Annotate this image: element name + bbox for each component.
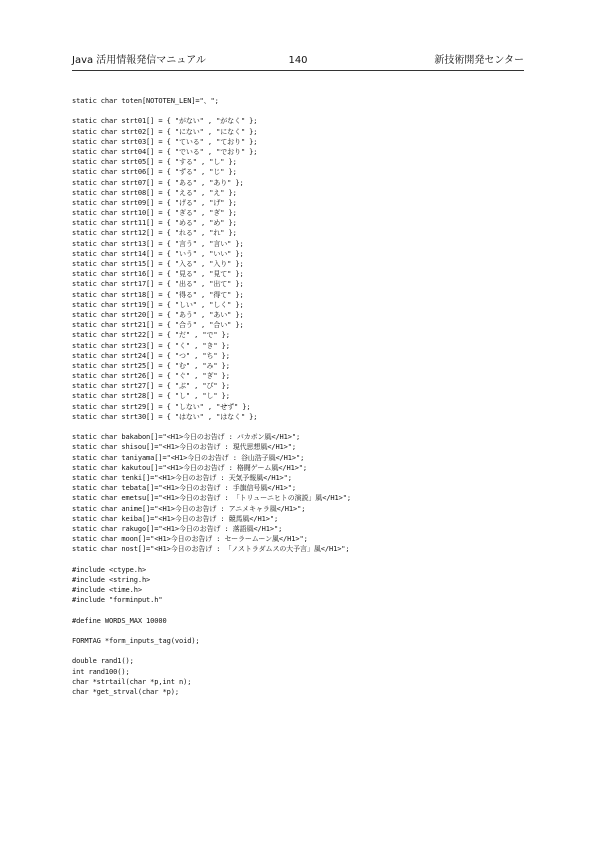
code-line: static char strt26[] = { "ぐ" , "ぎ" }; (72, 372, 230, 381)
code-line: int rand100(); (72, 667, 130, 676)
code-line: static char strt04[] = { "でいる" , "でおり" }; (72, 147, 258, 156)
code-line: #define WORDS_MAX 10000 (72, 616, 167, 625)
header-manual-title: Java 活用情報発信マニュアル (72, 55, 206, 66)
code-line: static char strt11[] = { "める" , "め" }; (72, 219, 237, 228)
code-line: #include <string.h> (72, 575, 151, 584)
code-line: static char strt30[] = { "はない" , "はなく" }; (72, 412, 258, 421)
code-line: static char strt17[] = { "出る" , "出て" }; (72, 280, 244, 289)
blank-line (72, 422, 532, 432)
code-line: static char strt27[] = { "ぶ" , "び" }; (72, 382, 230, 391)
code-line: static char keiba[]="<H1>今日のお告げ : 競馬風</H1>"; (72, 514, 279, 523)
code-line: static char taniyama[]="<H1>今日のお告げ : 谷山浩子風</H1>"; (72, 453, 305, 462)
code-line: static char strt18[] = { "得る" , "得て" }; (72, 290, 244, 299)
code-line: static char tenki[]="<H1>今日のお告げ : 天気予報風</H1>"; (72, 473, 292, 482)
blank-line (72, 626, 532, 636)
code-line: static char strt05[] = { "する" , "し" }; (72, 158, 237, 167)
code-line: static char strt12[] = { "れる" , "れ" }; (72, 229, 237, 238)
page-number: 140 (288, 55, 308, 66)
code-line: static char emetsu[]="<H1>今日のお告げ : 「トリューニヒトの演説」風</H1>"; (72, 494, 352, 503)
code-line: static char strt07[] = { "ある" , "あり" }; (72, 178, 244, 187)
code-line: static char strt20[] = { "あう" , "あい" }; (72, 310, 244, 319)
code-line: static char toten[NOTOTEN_LEN]="、"; (72, 97, 219, 105)
code-line: static char kakutou[]="<H1>今日のお告げ : 格闘ゲーム風</H1>"; (72, 463, 308, 472)
blank-line (72, 106, 532, 116)
code-line: static char bakabon[]="<H1>今日のお告げ : バカボン風</H1>"; (72, 433, 301, 442)
code-line: static char strt06[] = { "ずる" , "じ" }; (72, 168, 237, 177)
header-organization: 新技術開発センター (434, 55, 524, 66)
code-line: char *get_strval(char *p); (72, 687, 179, 696)
code-line: static char strt01[] = { "がない" , "がなく" }; (72, 117, 258, 126)
code-line: static char strt25[] = { "む" , "み" }; (72, 361, 230, 370)
code-line: static char strt28[] = { "し" , "し" }; (72, 392, 230, 401)
code-line: static char strt16[] = { "見る" , "見て" }; (72, 270, 244, 279)
code-line: #include "forminput.h" (72, 596, 163, 605)
code-line: static char tebata[]="<H1>今日のお告げ : 手旗信号風</H1>"; (72, 484, 297, 493)
code-line: static char strt15[] = { "入る" , "入り" }; (72, 260, 244, 268)
code-line: double rand1(); (72, 657, 134, 666)
code-line: static char shisou[]="<H1>今日のお告げ : 現代思想風</H1>"; (72, 443, 297, 452)
code-line: static char strt13[] = { "言う" , "言い" }; (72, 239, 244, 248)
page-header (72, 54, 524, 71)
code-line: static char strt22[] = { "だ" , "で" }; (72, 331, 230, 340)
blank-line (72, 646, 532, 656)
code-line: static char strt24[] = { "つ" , "ち" }; (72, 351, 230, 360)
code-line: static char strt14[] = { "いう" , "いい" }; (72, 249, 244, 258)
code-line: FORMTAG *form_inputs_tag(void); (72, 636, 200, 645)
code-line: static char strt19[] = { "しい" , "しく" }; (72, 300, 244, 309)
code-line: #include <time.h> (72, 586, 142, 594)
code-line: static char anime[]="<H1>今日のお告げ : アニメキャラ風</H1>"; (72, 504, 306, 513)
blank-line (72, 605, 532, 615)
code-line: static char strt21[] = { "合う" , "合い" }; (72, 321, 244, 330)
code-line: static char strt03[] = { "ている" , "ており" }; (72, 137, 258, 146)
code-line: static char strt29[] = { "しない" , "せず" }; (72, 402, 251, 411)
code-line: static char nost[]="<H1>今日のお告げ : 「ノストラダムスの大予言」風</H1>"; (72, 545, 350, 554)
code-line: static char strt10[] = { "ぎる" , "ぎ" }; (72, 209, 237, 218)
code-line: static char strt08[] = { "える" , "え" }; (72, 188, 237, 197)
code-line: static char strt02[] = { "にない" , "になく" }; (72, 127, 258, 136)
blank-line (72, 554, 532, 564)
code-line: static char strt23[] = { "く" , "き" }; (72, 341, 230, 350)
source-code-listing (72, 96, 532, 697)
code-line: static char moon[]="<H1>今日のお告げ : セーラームーン風</H1>"; (72, 535, 308, 544)
code-line: static char rakugo[]="<H1>今日のお告げ : 落語風</H1>"; (72, 524, 283, 533)
code-line: char *strtail(char *p,int n); (72, 677, 192, 686)
code-line: static char strt09[] = { "げる" , "げ" }; (72, 198, 237, 207)
code-line: #include <ctype.h> (72, 565, 147, 574)
